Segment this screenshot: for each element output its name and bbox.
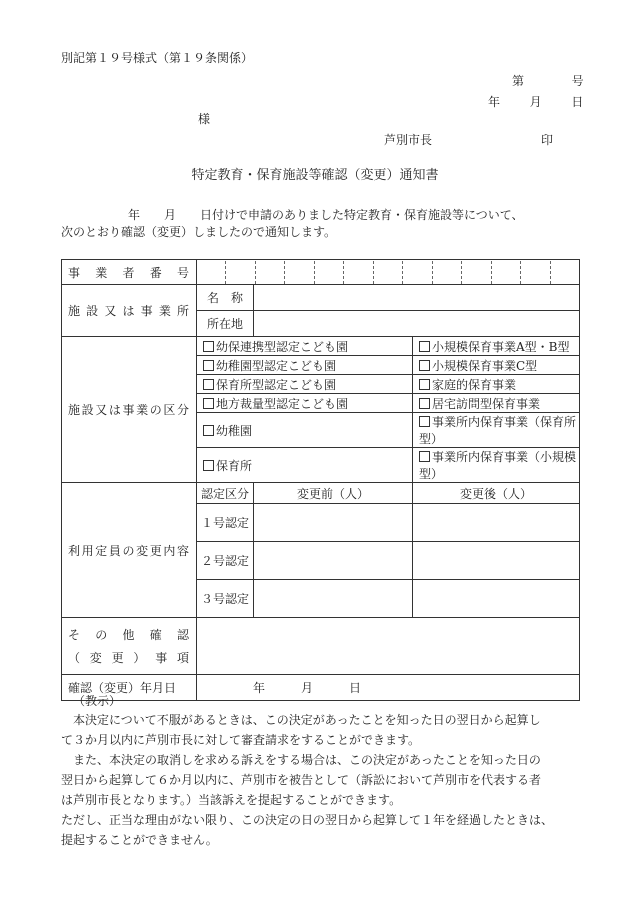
category-option-label: 地方裁量型認定こども園 [216, 396, 349, 411]
category-option[interactable] [413, 413, 580, 448]
category-option-label: 幼稚園型認定こども園 [216, 358, 337, 373]
checkbox-icon[interactable] [419, 451, 430, 462]
notice-line: て３か月以内に芦別市長に対して審査請求をすることができます。 [61, 733, 421, 747]
category-option-label: 居宅訪問型保育事業 [432, 396, 541, 411]
name-label: 名 称 [197, 285, 254, 311]
notice-line: は芦別市長となります。）当該訴えを提起することができます。 [61, 793, 402, 807]
category-option[interactable] [197, 413, 413, 448]
other-items-label [62, 618, 197, 675]
category-option-label: 事業所内保育事業（保育所型） [419, 415, 577, 446]
capacity-label: 利用定員の変更内容 [62, 483, 197, 618]
category-option-label: 幼保連携型認定こども園 [216, 339, 349, 354]
notice-paragraph-1 [61, 710, 581, 750]
facility-address-field[interactable] [254, 311, 580, 337]
category-option[interactable] [197, 375, 413, 394]
before-value-3[interactable] [254, 580, 413, 618]
category-option[interactable] [197, 448, 413, 483]
notice-line: また、本決定の取消しを求める訴えをする場合は、この決定があったことを知った日の [61, 753, 541, 767]
address-label: 所在地 [197, 311, 254, 337]
category-option[interactable] [413, 337, 580, 356]
cert-type-2: ２号認定 [197, 542, 254, 580]
checkbox-icon[interactable] [419, 379, 430, 390]
category-option[interactable] [413, 448, 580, 483]
category-option[interactable] [197, 394, 413, 413]
notice-heading: （教示） [73, 694, 122, 708]
checkbox-icon[interactable] [203, 398, 214, 409]
category-option-label: 家庭的保育事業 [432, 377, 517, 392]
confirm-date-label: 確認（変更）年月日 [62, 675, 197, 701]
form-label: 別記第１９号様式（第１９条関係） [61, 51, 254, 65]
checkbox-icon[interactable] [203, 460, 214, 471]
intro-line-1: 年 月 日付けで申請のありました特定教育・保育施設等について、 [128, 208, 524, 222]
other-items-label-line-2: （変更）事項 [68, 651, 190, 665]
cert-type-header: 認定区分 [197, 483, 254, 504]
operator-number-field[interactable] [197, 260, 580, 285]
checkbox-icon[interactable] [419, 341, 430, 352]
category-option-label: 幼稚園 [216, 423, 253, 438]
date-year: 年 [488, 95, 501, 109]
document-number [512, 72, 584, 89]
cert-type-3: ３号認定 [197, 580, 254, 618]
category-option-label: 事業所内保育事業（小規模型） [419, 450, 577, 481]
after-value-3[interactable] [413, 580, 580, 618]
doc-number-prefix: 第 [512, 74, 525, 88]
doc-number-suffix: 号 [571, 74, 584, 88]
operator-number-label: 事業者番号 [62, 260, 197, 285]
after-value-2[interactable] [413, 542, 580, 580]
cert-type-1: １号認定 [197, 504, 254, 542]
category-option-label: 小規模保育事業A型・B型 [432, 339, 570, 354]
checkbox-icon[interactable] [203, 341, 214, 352]
checkbox-icon[interactable] [203, 360, 214, 371]
category-option-label: 小規模保育事業C型 [432, 358, 538, 373]
confirm-date-field[interactable]: 年 月 日 [197, 675, 580, 701]
facility-name-field[interactable] [254, 285, 580, 311]
notice-line: 本決定について不服があるときは、この決定があったことを知った日の翌日から起算し [61, 713, 541, 727]
other-items-label-line-1: その他確認 [68, 628, 190, 642]
before-value-2[interactable] [254, 542, 413, 580]
addressee-suffix: 様 [198, 112, 211, 126]
checkbox-icon[interactable] [419, 398, 430, 409]
document-title: 特定教育・保育施設等確認（変更）通知書 [191, 168, 439, 183]
before-value-1[interactable] [254, 504, 413, 542]
notice-line: 翌日から起算して６か月以内に、芦別市を被告として（訴訟において芦別市を代表する者 [61, 773, 542, 787]
document-date [488, 93, 583, 110]
checkbox-icon[interactable] [203, 425, 214, 436]
after-header: 変更後（人） [413, 483, 580, 504]
other-items-field[interactable] [197, 618, 580, 675]
category-option[interactable] [197, 337, 413, 356]
issuer: 芦別市長 [384, 133, 433, 147]
category-option-label: 保育所型認定こども園 [216, 377, 337, 392]
category-option[interactable] [197, 356, 413, 375]
category-option-label: 保育所 [216, 458, 253, 473]
notice-line: ただし、正当な理由がない限り、この決定の日の翌日から起算して１年を経過したときは、 [61, 813, 554, 827]
checkbox-icon[interactable] [419, 416, 430, 427]
checkbox-icon[interactable] [419, 360, 430, 371]
category-option[interactable] [413, 356, 580, 375]
notice-paragraph-2 [61, 750, 581, 810]
category-label: 施設又は事業の区分 [62, 337, 197, 483]
confirmation-table [61, 259, 580, 701]
date-month: 月 [529, 95, 542, 109]
notice-line: 提起することができません。 [61, 833, 218, 847]
category-option[interactable] [413, 394, 580, 413]
before-header: 変更前（人） [254, 483, 413, 504]
checkbox-icon[interactable] [203, 379, 214, 390]
category-option[interactable] [413, 375, 580, 394]
seal-mark: 印 [541, 133, 554, 147]
notice-paragraph-3 [61, 810, 581, 850]
after-value-1[interactable] [413, 504, 580, 542]
intro-line-2: 次のとおり確認（変更）しましたので通知します。 [61, 225, 337, 239]
facility-label: 施設又は事業所 [62, 285, 197, 337]
date-day: 日 [571, 95, 584, 109]
